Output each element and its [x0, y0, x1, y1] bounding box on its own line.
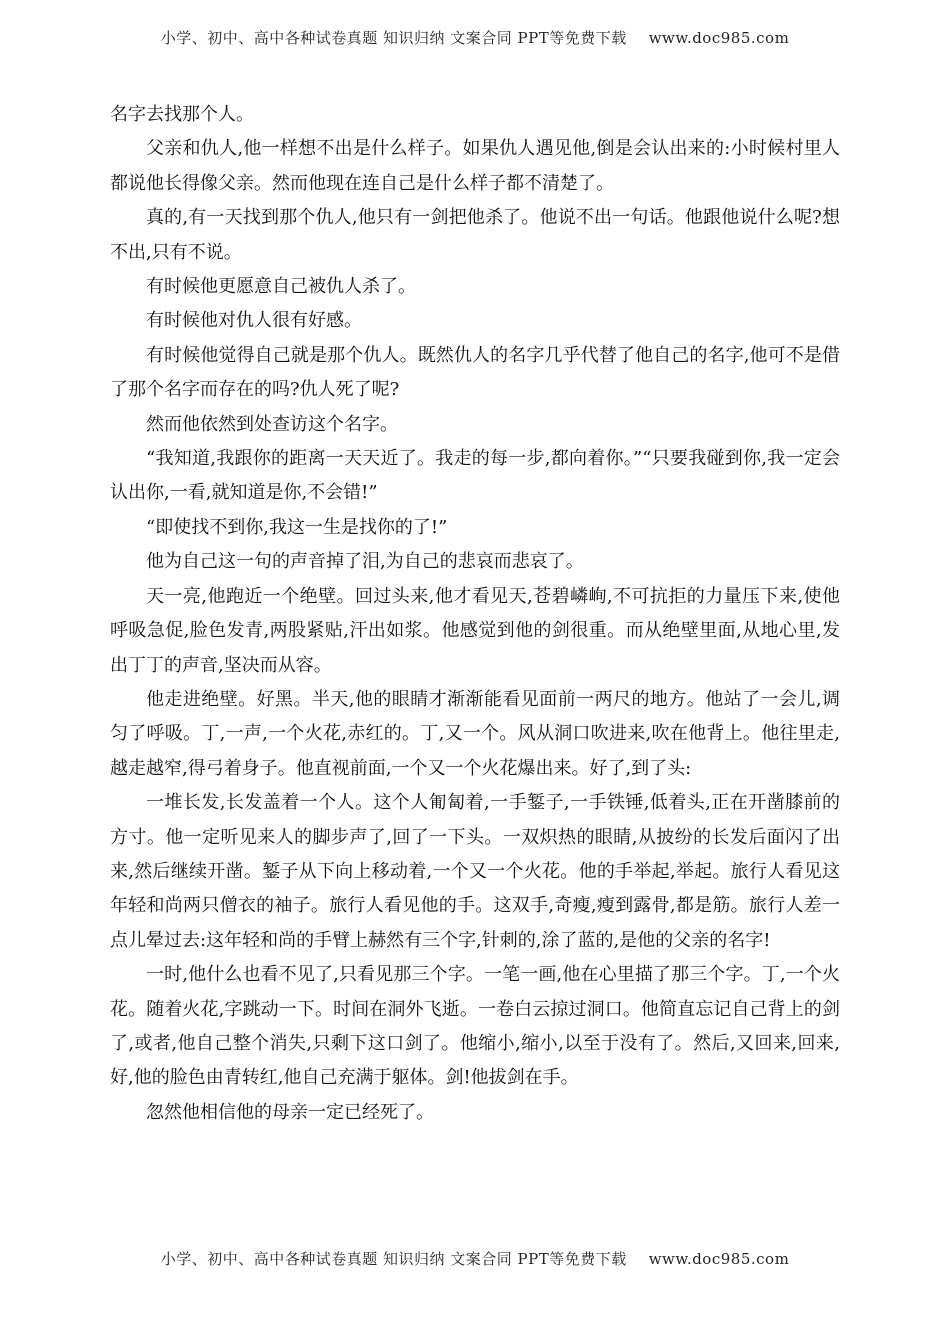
paragraph: 忽然他相信他的母亲一定已经死了。	[146, 1101, 434, 1123]
page-footer	[0, 1248, 950, 1269]
paragraph: 他走进绝壁。好黑。半天,他的眼睛才渐渐能看见面前一两尺的地方。他站了一会儿,调匀了呼吸。丁,一声,一个火花,赤红的。丁,又一个。风从洞口吹进来,吹在他背上。他往里走,越走越窄,得弓着身子。他直视前面,一个又一个火花爆出来。好了,到了头:	[110, 688, 840, 779]
paragraph: 天一亮,他跑近一个绝壁。回过头来,他才看见天,苍碧嶙峋,不可抗拒的力量压下来,使他呼吸急促,脸色发青,两股紧贴,汗出如浆。他感觉到他的剑很重。而从绝壁里面,从地心里,发出丁丁的声音,坚决而从容。	[110, 585, 840, 676]
paragraph: 有时候他对仇人很有好感。	[146, 310, 362, 332]
paragraph: 真的,有一天找到那个仇人,他只有一剑把他杀了。他说不出一句话。他跟他说什么呢?想不出,只有不说。	[110, 207, 840, 263]
document-body	[110, 98, 840, 1130]
paragraph: 一堆长发,长发盖着一个人。这个人匍匐着,一手錾子,一手铁锤,低着头,正在开凿膝前的方寸。他一定听见来人的脚步声了,回了一下头。一双炽热的眼睛,从披纷的长发后面闪了出来,然后继续开凿。錾子从下向上移动着,一个又一个火花。他的手举起,举起。旅行人看见这年轻和尚两只僧衣的袖子。旅行人看见他的手。这双手,奇瘦,瘦到露骨,都是筋。旅行人差一点儿晕过去:这年轻和尚的手臂上赫然有三个字,针刺的,涂了蓝的,是他的父亲的名字!	[110, 792, 840, 951]
paragraph: 他为自己这一句的声音掉了泪,为自己的悲哀而悲哀了。	[146, 551, 584, 573]
paragraph: “即使找不到你,我这一生是找你的了!”	[146, 516, 448, 538]
paragraph: 然而他依然到处查访这个名字。	[146, 413, 398, 435]
paragraph: 名字去找那个人。	[110, 104, 254, 125]
paragraph: 有时候他觉得自己就是那个仇人。既然仇人的名字几乎代替了他自己的名字,他可不是借了那个名字而存在的吗?仇人死了呢?	[110, 344, 840, 401]
paragraph: 有时候他更愿意自己被仇人杀了。	[146, 276, 416, 298]
paragraph: 父亲和仇人,他一样想不出是什么样子。如果仇人遇见他,倒是会认出来的:小时候村里人都说他长得像父亲。然而他现在连自己是什么样子都不清楚了。	[110, 138, 840, 194]
footer-text: 小学、初中、高中各种试卷真题 知识归纳 文案合同 PPT等免费下载	[160, 1250, 627, 1268]
header-text: 小学、初中、高中各种试卷真题 知识归纳 文案合同 PPT等免费下载	[160, 29, 627, 47]
footer-url[interactable]: www.doc985.com	[648, 1250, 790, 1268]
paragraph: 一时,他什么也看不见了,只看见那三个字。一笔一画,他在心里描了那三个字。丁,一个火花。随着火花,字跳动一下。时间在洞外飞逝。一卷白云掠过洞口。他简直忘记自己背上的剑了,或者,他自己整个消失,只剩下这口剑了。他缩小,缩小,以至于没有了。然后,又回来,回来,好,他的脸色由青转红,他自己充满于躯体。剑!他拔剑在手。	[110, 964, 840, 1089]
page-header	[0, 27, 950, 48]
header-url[interactable]: www.doc985.com	[648, 29, 790, 47]
paragraph: “我知道,我跟你的距离一天天近了。我走的每一步,都向着你。”“只要我碰到你,我一定会认出你,一看,就知道是你,不会错!”	[110, 448, 840, 504]
